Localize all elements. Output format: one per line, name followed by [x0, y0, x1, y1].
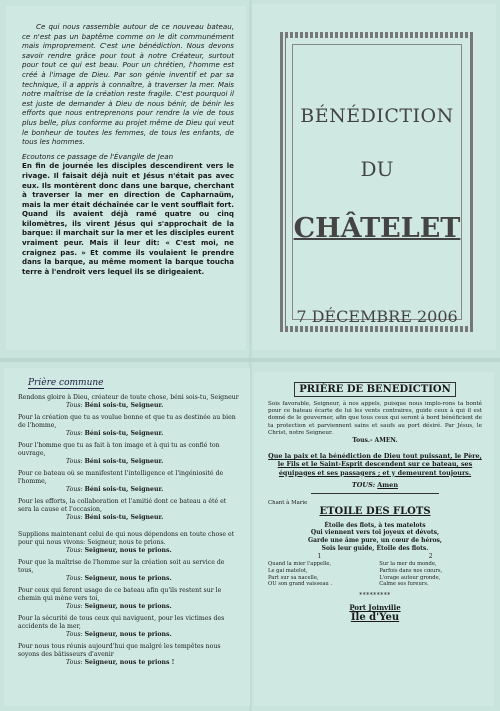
cover-title-line2: DU — [360, 157, 394, 181]
hymn-chorus: Étoile des flots, à tes matelots Qui viennent vers toi joyeux et dévots, Garde une âme pure, un cœur de héros, Sois leur guide, Étoile des flots. — [308, 521, 442, 552]
prayer-verse: Pour l'homme que tu as fait à ton image et à qui tu as confié ton ouvrage, — [18, 442, 220, 457]
gospel-block — [22, 152, 234, 277]
prayer-response: Tous: Béni sois-tu, Seigneur. — [66, 514, 164, 521]
prayer-response: Tous: Béni sois-tu, Seigneur. — [66, 430, 164, 437]
prayer-response: Tous: Seigneur, nous te prions ! — [66, 659, 175, 666]
divider — [311, 493, 439, 494]
prayer-verse: Pour ceux qui feront usage de ce bateau afin qu'ils restent sur le chemin qui mène vers toi, — [18, 587, 222, 602]
tous-amen: TOUS: Amen — [351, 480, 399, 489]
hymn-title: ETOILE DES FLOTS — [319, 505, 431, 517]
final-blessing: Que la paix et la bénédiction de Dieu tout puissant, le Père, le Fils et le Saint-Esprit descendent sur ce bateau, ses équipages et ses passagers ; et y demeurent toujours. — [268, 452, 482, 477]
greek-key-border — [280, 32, 474, 332]
cover-title-line3: CHÂTELET — [293, 213, 461, 244]
cover-inner-frame — [292, 44, 462, 326]
cover-title-line1: BÉNÉDICTION — [300, 105, 454, 127]
hymn-verses — [268, 554, 482, 588]
prayer-amen: Tous.- AMEN. — [352, 437, 398, 445]
verse-1: 1 Quand la mier l'appelle, Le gai matelot, Part sur sa nacelle, OU son grand vaisseau . — [268, 553, 333, 588]
blessing-title: PRIÈRE DE BENEDICTION — [268, 384, 482, 395]
intro-paragraph: Ce qui nous rassemble autour de ce nouveau bateau, ce n'est pas un baptême comme on le dit communément mais improprement. C'est une bénédiction. Nous devons savoir rendre grâce pour tout à notre Créateur, surtout pour tout ce qui est beau. Pour un chrétien, l'homme est créé à l'image de Dieu. Par son génie inventif et par sa technique, il a appris à connaître, à traverser la mer. Mais notre maîtrise de la création reste fragile. C'est pourquoi il est juste de demander à Dieu de nous bénir, de bénir les efforts que nous entreprenons pour rendre la vie de tous plus belle, plus conforme au projet même de Dieu qui veut le bonheur de toutes les femmes, de tous les enfants, de tous les hommes. — [22, 22, 234, 147]
cover-date: 7 DÉCEMBRE 2006 — [296, 307, 458, 326]
prayer-response: Tous: Seigneur, nous te prions. — [66, 631, 172, 638]
prayer-response: Tous: Béni sois-tu, Seigneur. — [66, 458, 164, 465]
verse-2: 2 Sur la mer du monde, Parfois dans nos cœurs, L'orage autour gronde, Calme ses fureurs. — [379, 553, 443, 588]
gospel-intro: Ecoutons ce passage de l'Évangile de Jean — [22, 151, 174, 161]
gospel-text: En fin de journée les disciples descendirent vers le rivage. Il faisait déjà nuit et Jésus n'était pas avec eux. Ils montèrent donc dans une barque, cherchant à traverser la mer en direction de Capharnaüm, mais la mer était déchaînée car le vent soufflait fort. Quand ils avaient déjà ramé quatre ou cinq kilomètres, ils virent Jésus qui s'approchait de la barque: il marchait sur la mer et les disciples eurent vraiment peur. Mais il leur dit: « C'est moi, ne craignez pas. » Et comme ils voulaient le prendre dans la barque, au même moment la barque toucha terre à l'endroit vers lequel ils se dirigeaient. — [22, 161, 234, 276]
prayer-response: Tous: Seigneur, nous te prions. — [66, 547, 172, 554]
intro-text — [22, 22, 234, 147]
common-prayer-panel — [4, 368, 250, 706]
intro-panel — [6, 6, 246, 350]
blessing-prayer-panel — [254, 372, 494, 706]
prayer-verse: Pour la sécurité de tous ceux qui naviguent, pour les victimes des accidents de la mer, — [18, 615, 225, 630]
prayer-response: Tous: Seigneur, nous te prions. — [66, 575, 172, 582]
prayer-verse: Rendons gloire à Dieu, créateur de toute chose, béni sois-tu, Seigneur — [18, 394, 239, 401]
chant-label: Chant à Marie — [268, 499, 308, 506]
prayer-verse: Supplions maintenant celui de qui nous dépendons en toute chose et pour qui nous vivons: Seigneur, nous te prions. — [18, 531, 235, 546]
horizontal-fold — [0, 358, 500, 362]
common-prayer-body — [18, 394, 240, 667]
port-name: Port Joinville — [349, 603, 401, 613]
island-name: Île d'Yeu — [350, 612, 400, 624]
prayer-response: Tous: Seigneur, nous te prions. — [66, 603, 172, 610]
cover-panel — [252, 4, 496, 350]
prayer-response: Tous: Béni sois-tu, Seigneur. — [66, 402, 164, 409]
prayer-verse: Pour nous tous réunis aujourd'hui que malgré les tempêtes nous soyons des bâtisseurs d'avenir — [18, 643, 221, 658]
prayer-verse: Pour ce bateau où se manifestent l'intelligence et l'ingéniosité de l'homme, — [18, 470, 224, 485]
common-prayer-title: Prière commune — [28, 378, 104, 388]
prayer-verse: Pour les efforts, la collaboration et l'amitié dont ce bateau a été et sera la cause et l'occasion, — [18, 498, 227, 513]
star-separator: ********* — [359, 592, 391, 600]
prayer-verse: Pour la création que tu as voulue bonne et que tu as destinée au bien de l'homme, — [18, 414, 236, 429]
prayer-response: Tous: Béni sois-tu, Seigneur. — [66, 486, 164, 493]
prayer-verse: Pour que la maîtrise de l'homme sur la création soit au service de tous, — [18, 559, 225, 574]
blessing-prayer-text: Sois favorable, Seigneur, à nos appels, puisque nous implo-rons ta bonté pour ce bateau écarte de lui les vents contraires, guide ceux à qui il est donné de le gouverner, afin que tous ceux qui seront à bord bénéficient de ta protection et parviennent sains et saufs au port désiré. Par Jésus, le Christ, notre Seigneur. Tous.- AMEN. — [268, 401, 482, 445]
